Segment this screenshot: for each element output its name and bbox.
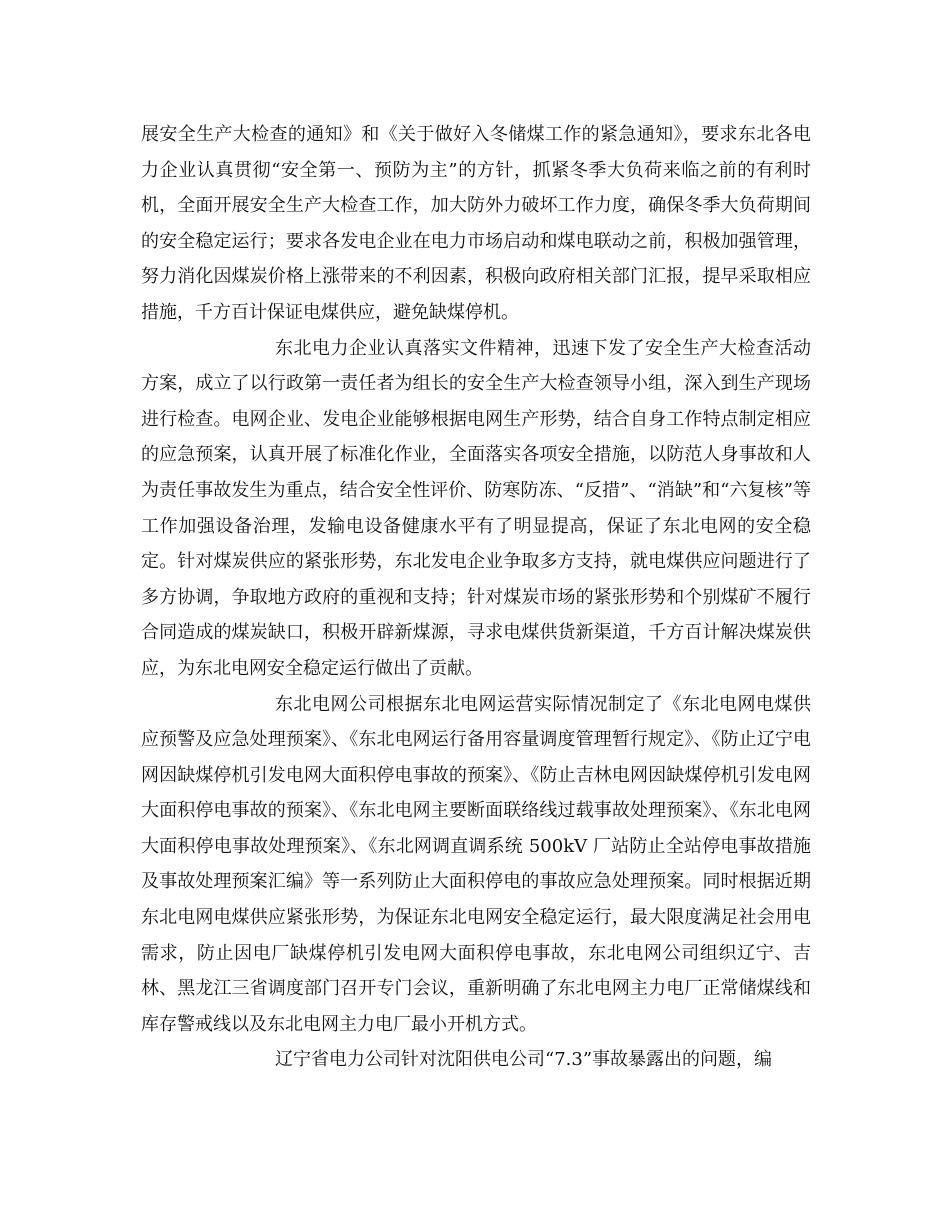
document-page (141, 117, 811, 1078)
paragraph-3: 东北电网公司根据东北电网运营实际情况制定了《东北电网电煤供应预警及应急处理预案》、《东北电网运行备用容量调度管理暂行规定》、《防止辽宁电网因缺煤停机引发电网大面积停电事故的预案》、《防止吉林电网因缺煤停机引发电网大面积停电事故的预案》、《东北电网主要断面联络线过载事故处理预案》、《东北电网大面积停电事故处理预案》、《东北网调直调系统 500kV 厂站防止全站停电事故措施及事故处理预案汇编》等一系列防止大面积停电的事故应急处理预案。同时根据近期东北电网电煤供应紧张形势，为保证东北电网安全稳定运行，最大限度满足社会用电需求，防止因电厂缺煤停机引发电网大面积停电事故，东北电网公司组织辽宁、吉林、黑龙江三省调度部门召开专门会议，重新明确了东北电网主力电厂正常储煤线和库存警戒线以及东北电网主力电厂最小开机方式。 (141, 693, 811, 1035)
paragraph-2: 东北电力企业认真落实文件精神，迅速下发了安全生产大检查活动方案，成立了以行政第一责任者为组长的安全生产大检查领导小组，深入到生产现场进行检查。电网企业、发电企业能够根据电网生产形势，结合自身工作特点制定相应的应急预案，认真开展了标准化作业，全面落实各项安全措施，以防范人身事故和人为责任事故发生为重点，结合安全性评价、防寒防冻、“反措”、“消缺”和“六复核”等工作加强设备治理，发输电设备健康水平有了明显提高，保证了东北电网的安全稳定。针对煤炭供应的紧张形势，东北发电企业争取多方支持，就电煤供应问题进行了多方协调，争取地方政府的重视和支持；针对煤炭市场的紧张形势和个别煤矿不履行合同造成的煤炭缺口，积极开辟新煤源，寻求电煤供货新渠道，千方百计解决煤炭供应，为东北电网安全稳定运行做出了贡献。 (141, 337, 811, 679)
paragraph-4: 辽宁省电力公司针对沈阳供电公司“7.3”事故暴露出的问题，编 (275, 1049, 773, 1071)
paragraph-1: 展安全生产大检查的通知》和《关于做好入冬储煤工作的紧急通知》，要求东北各电力企业认真贯彻“安全第一、预防为主”的方针，抓紧冬季大负荷来临之前的有利时机，全面开展安全生产大检查工作，加大防外力破坏工作力度，确保冬季大负荷期间的安全稳定运行；要求各发电企业在电力市场启动和煤电联动之前，积极加强管理，努力消化因煤炭价格上涨带来的不利因素，积极向政府相关部门汇报，提早采取相应措施，千方百计保证电煤供应，避免缺煤停机。 (141, 124, 811, 323)
